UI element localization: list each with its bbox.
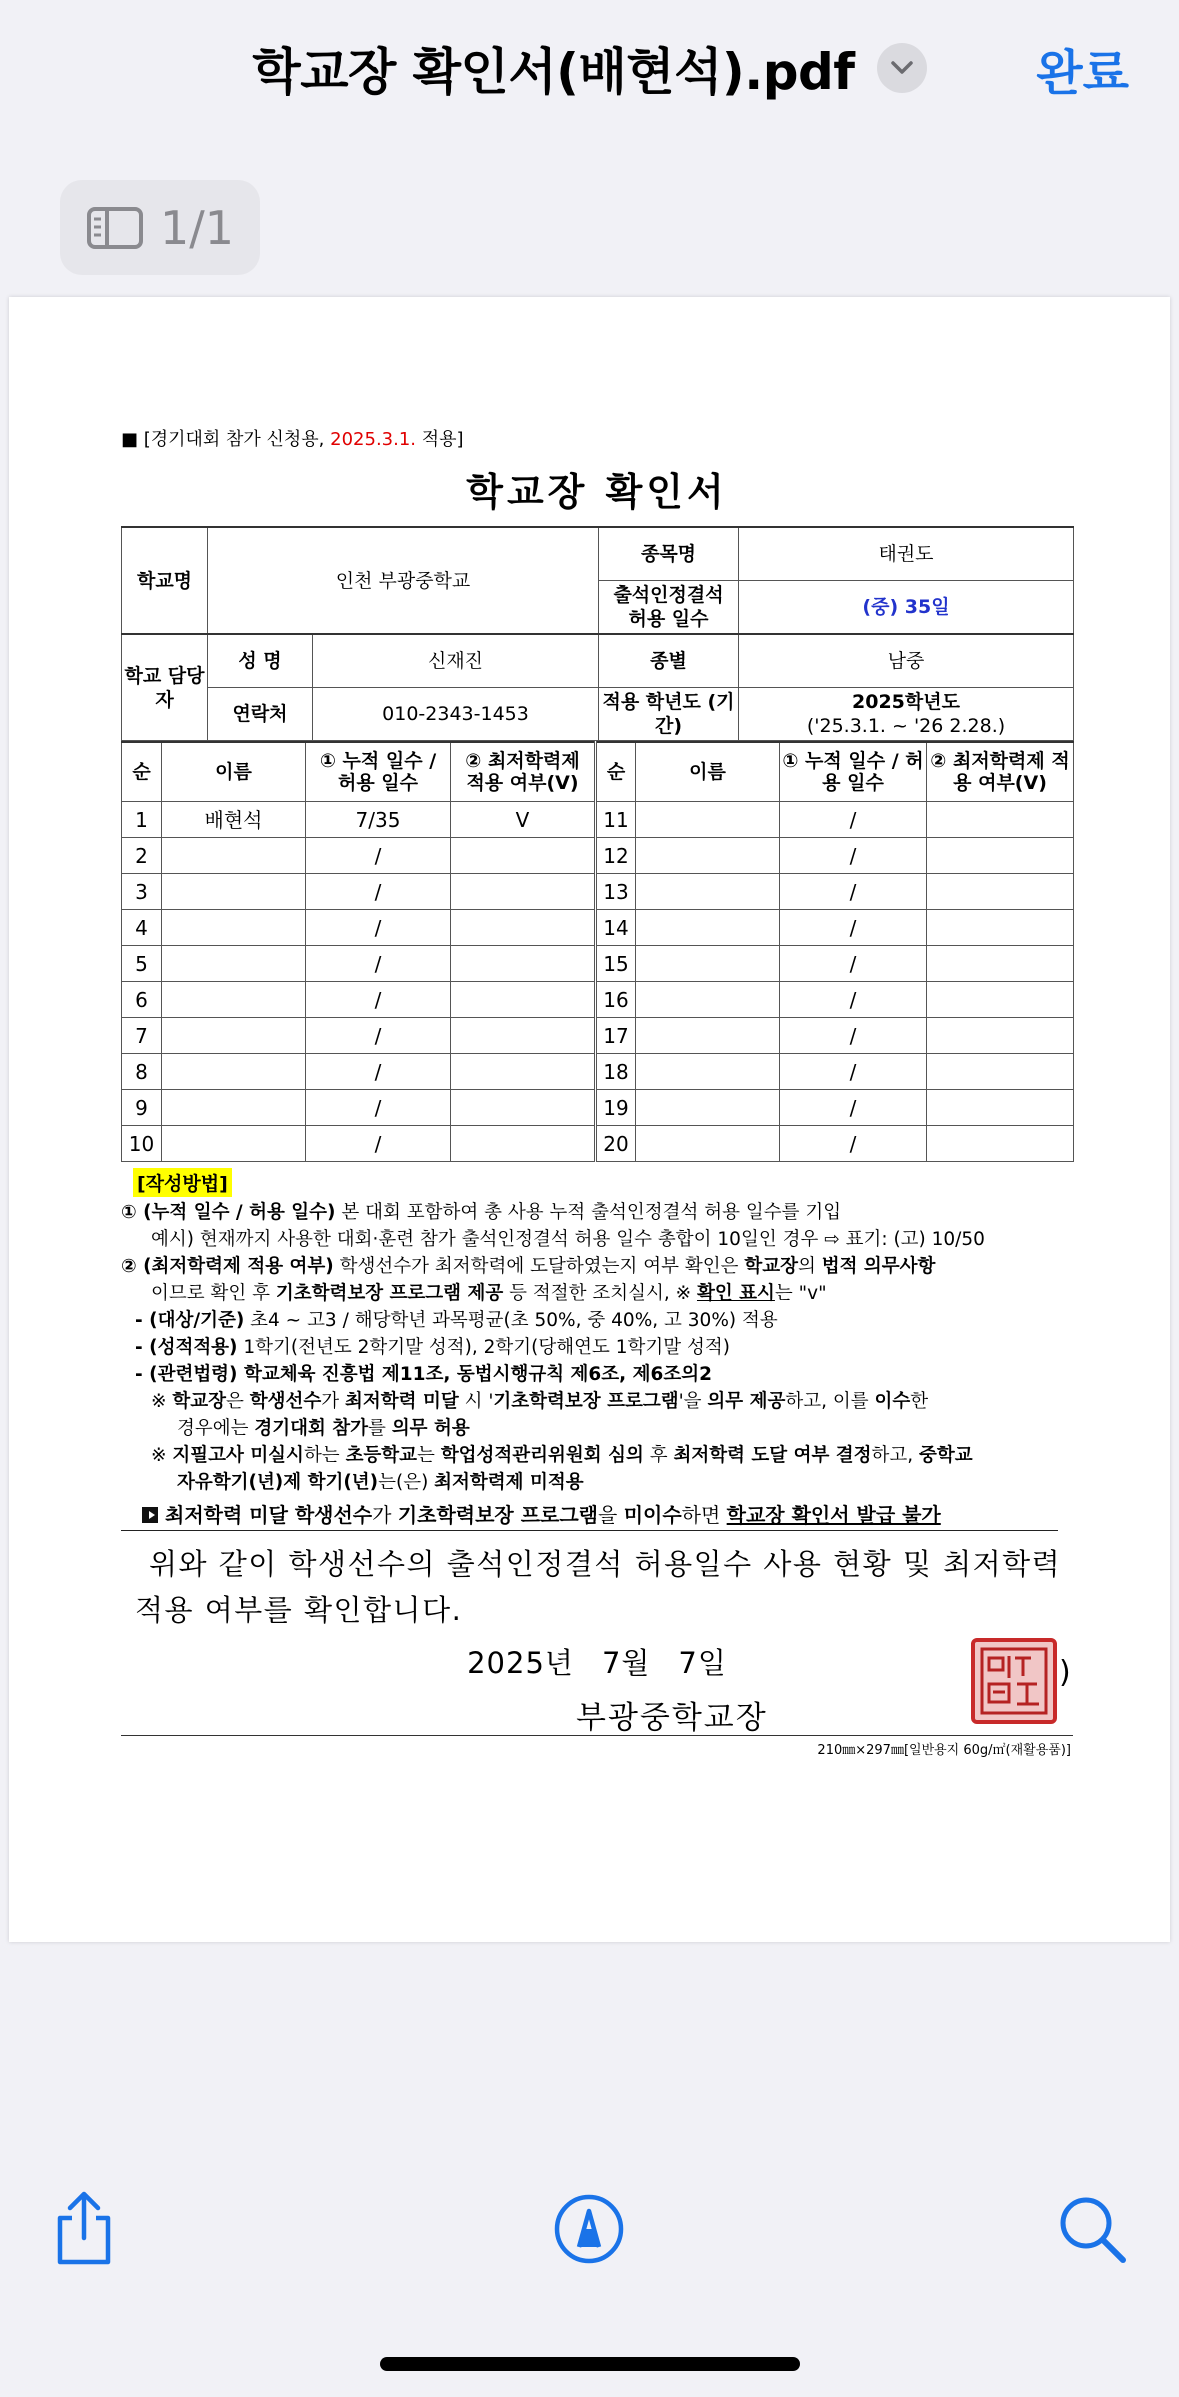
principal-signature-name: 부광중학교장 [576,1700,768,1736]
note-2-h: 최저학력 도달 여부 결정 [673,1445,872,1466]
contact-label: 연락처 [208,688,313,741]
roster-cell-no: 1 [122,802,162,838]
table-row [122,1054,1074,1090]
roster-cell-min [451,946,596,982]
roster-header-days-2: ① 누적 일수 / 허용 일수 [780,742,927,802]
notice-e: 미이수 [623,1503,682,1527]
roster-cell-no: 17 [596,1018,636,1054]
note-1-b: 학교장 [172,1391,227,1412]
writing-method-section [121,1199,1073,1496]
note-1-f: 최저학력 미달 [345,1391,459,1412]
method-1-title: ① (누적 일수 / 허용 일수) [121,1202,336,1223]
roster-cell-days: / [306,874,451,910]
roster-cell-min [451,982,596,1018]
roster-cell-days: / [780,946,927,982]
category-label: 종별 [599,634,739,688]
roster-cell-no: 8 [122,1054,162,1090]
method-item-1-example: 예시) 현재까지 사용한 대회·훈련 참가 출석인정결석 허용 일수 총합이 10일인 경우 ⇨ 표기: (고) 10/50 [151,1229,985,1250]
roster-cell-no: 5 [122,946,162,982]
roster-cell-no: 15 [596,946,636,982]
roster-cell-name [162,946,306,982]
roster-cell-days: / [306,982,451,1018]
roster-cell-days: / [306,946,451,982]
roster-cell-name [636,1054,780,1090]
roster-cell-min [927,838,1074,874]
notice-b: 가 [372,1503,398,1527]
roster-cell-days: / [780,1126,927,1162]
note-2-d: 초등학교 [345,1445,418,1466]
method-2-program: 기초학력보장 프로그램 제공 [275,1283,504,1304]
roster-cell-min [927,1126,1074,1162]
roster-cell-days: / [306,1054,451,1090]
markup-icon [553,2193,625,2265]
bullet-grades-text: 1학기(전년도 2학기말 성적), 2학기(당해연도 1학기말 성적) [237,1337,730,1358]
method-item-2-line2 [121,1280,1073,1307]
roster-cell-no: 18 [596,1054,636,1090]
roster-cell-days: / [780,1054,927,1090]
method-item-1 [121,1199,1073,1226]
roster-cell-name [636,802,780,838]
notice-d: 을 [598,1503,624,1527]
search-icon [1058,2195,1128,2265]
table-row [122,1126,1074,1162]
document-title[interactable]: 학교장 확인서(배현석).pdf [252,43,855,101]
note-1 [121,1388,1073,1415]
roster-cell-no: 2 [122,838,162,874]
roster-cell-min [451,1090,596,1126]
roster-cell-days: / [780,982,927,1018]
school-name-label: 학교명 [122,527,208,634]
note-2-i: 하고, [871,1445,920,1466]
bullet-target-text: 초4 ~ 고3 / 해당학년 과목평균(초 50%, 중 40%, 고 30%) 적용 [244,1310,778,1331]
paper-spec-note: 210㎜×297㎜[일반용지 60g/㎡(재활용품)] [817,1743,1071,1758]
roster-cell-name [636,1018,780,1054]
note-2-line2a: 자유학기(년)제 학기(년) [177,1472,379,1493]
note-1-d: 학생선수 [249,1391,322,1412]
roster-cell-days: / [306,910,451,946]
student-roster-table [121,741,1074,1162]
pdf-page [9,297,1170,1942]
roster-cell-name [636,874,780,910]
school-year-label: 적용 학년도 (기간) [599,688,739,741]
page-count: 1/1 [159,200,235,255]
note-1-c: 은 [226,1391,250,1412]
roster-cell-no: 6 [122,982,162,1018]
roster-cell-min [451,910,596,946]
top-navigation-bar [0,0,1179,140]
table-row [122,946,1074,982]
official-seal [971,1638,1057,1724]
roster-header-row [122,742,1074,802]
method-2-text2: 의 [797,1256,822,1277]
note-2-c: 하는 [303,1445,346,1466]
note-2-line2b: 는(은) [378,1472,435,1493]
roster-cell-name [162,910,306,946]
writing-method-tag: [작성방법] [133,1168,232,1197]
school-info-table [121,526,1074,741]
roster-cell-name [636,838,780,874]
school-staff-label: 학교 담당자 [122,634,208,741]
roster-header-min-2: ② 최저학력제 적용 여부(V) [927,742,1074,802]
table-row [122,802,1074,838]
table-row [122,1090,1074,1126]
method-2-title: ② (최저학력제 적용 여부) [121,1256,334,1277]
confirmation-document [121,425,1073,1758]
notice-f: 하면 [681,1503,727,1527]
note-1-h: 기초학력보장 프로그램 [493,1391,679,1412]
roster-cell-no: 14 [596,910,636,946]
checkbox-bullet-icon [141,1506,159,1524]
page-indicator-button[interactable] [60,180,260,275]
note-1-i: '을 [678,1391,708,1412]
event-value: 태권도 [739,527,1074,581]
seal-icon [979,1646,1049,1716]
note-1-k: 하고, 이를 [785,1391,875,1412]
allowed-days-value: (중) 35일 [739,581,1074,635]
form-header-suffix: 적용] [416,429,464,450]
roster-cell-days: / [306,838,451,874]
allowed-days-label: 출석인정결석 허용 일수 [599,581,739,635]
table-row [122,1018,1074,1054]
method-2-principal: 학교장 [744,1256,798,1277]
note-2-b: 지필고사 미실시 [172,1445,304,1466]
method-item-2 [121,1253,1073,1280]
note-2-mark: ※ [151,1445,173,1466]
issue-date [121,1641,1073,1682]
bullet-grades-title: - (성적적용) [135,1337,238,1358]
roster-header-days: ① 누적 일수 / 허용 일수 [306,742,451,802]
contact-value: 010-2343-1453 [313,688,599,741]
school-year-value: 2025학년도 [852,691,960,713]
roster-header-name: 이름 [162,742,306,802]
category-value: 남중 [739,634,1074,688]
roster-cell-name: 배현석 [162,802,306,838]
note-2-line2c: 최저학력제 미적용 [434,1472,584,1493]
form-header-line [121,425,1073,451]
confirmation-line-2: 적용 여부를 확인합니다. [135,1593,463,1627]
note-1-line2b: 경기대회 참가 [254,1418,369,1439]
notice-line [121,1500,1058,1531]
confirmation-line-1: 위와 같이 학생선수의 출석인정결석 허용일수 사용 현황 및 최저학력 [149,1547,1062,1581]
roster-cell-no: 12 [596,838,636,874]
note-2-line2 [121,1469,1073,1496]
roster-cell-days: / [306,1090,451,1126]
notice-g: 학교장 확인서 발급 불가 [726,1503,941,1527]
note-2 [121,1442,1073,1469]
staff-name-label: 성 명 [208,634,313,688]
bullet-target [121,1307,1073,1334]
roster-cell-name [162,838,306,874]
roster-header-min: ② 최저학력제 적용 여부(V) [451,742,596,802]
table-row [122,874,1074,910]
roster-cell-no: 3 [122,874,162,910]
note-1-line2d: 의무 허용 [391,1418,470,1439]
note-2-j: 중학교 [919,1445,973,1466]
form-header-date: 2025.3.1. [330,429,417,450]
footer-divider [121,1735,1073,1736]
note-1-line2c: 를 [368,1418,392,1439]
roster-cell-no: 11 [596,802,636,838]
roster-cell-days: / [780,838,927,874]
notice-a: 최저학력 미달 학생선수 [165,1503,373,1527]
chevron-down-icon [890,60,914,76]
school-name-value: 인천 부광중학교 [208,527,599,634]
roster-cell-no: 19 [596,1090,636,1126]
title-menu-button[interactable] [877,43,927,93]
share-button[interactable] [52,2190,116,2270]
share-icon [52,2190,116,2266]
roster-cell-no: 20 [596,1126,636,1162]
roster-cell-min [451,1018,596,1054]
roster-cell-name [162,1018,306,1054]
roster-cell-no: 10 [122,1126,162,1162]
roster-cell-no: 4 [122,910,162,946]
roster-cell-min [927,1054,1074,1090]
method-2-mark: 확인 표시 [696,1283,775,1304]
event-label: 종목명 [599,527,739,581]
form-header-prefix: ■ [경기대회 참가 신청용, [121,429,331,450]
title-area [0,32,1179,104]
roster-cell-min: V [451,802,596,838]
bullet-grades [121,1334,1073,1361]
roster-cell-min [451,1126,596,1162]
roster-cell-min [451,1054,596,1090]
search-button[interactable] [1058,2195,1128,2269]
note-2-e: 는 [417,1445,441,1466]
note-1-line2 [121,1415,1073,1442]
roster-cell-name [636,1090,780,1126]
bullet-target-title: - (대상/기준) [135,1310,245,1331]
note-2-f: 학업성적관리위원회 심의 [440,1445,644,1466]
roster-cell-min [927,1090,1074,1126]
roster-cell-name [162,1090,306,1126]
school-year-cell [739,688,1074,741]
table-row [122,982,1074,1018]
method-2-legal: 법적 의무사항 [821,1256,936,1277]
roster-cell-no: 13 [596,874,636,910]
roster-cell-no: 9 [122,1090,162,1126]
signature-paren: ) [1059,1655,1071,1690]
roster-cell-name [162,874,306,910]
roster-cell-min [927,874,1074,910]
roster-cell-days: / [780,1090,927,1126]
done-button[interactable]: 완료 [1036,45,1129,101]
home-indicator[interactable] [380,2357,800,2371]
sidebar-icon [86,206,144,250]
note-1-m: 한 [910,1391,929,1412]
roster-cell-days: / [306,1018,451,1054]
roster-cell-name [636,946,780,982]
roster-cell-name [636,1126,780,1162]
issue-date-year: 2025년 [467,1646,574,1680]
method-1-text: 본 대회 포함하여 총 사용 누적 출석인정결석 허용 일수를 기입 [335,1202,842,1223]
roster-cell-no: 16 [596,982,636,1018]
method-2-line2e: 는 "v" [774,1283,827,1304]
roster-header-no: 순 [122,742,162,802]
roster-cell-min [927,982,1074,1018]
roster-cell-name [162,1126,306,1162]
note-1-line2a: 경우에는 [177,1418,255,1439]
note-1-j: 의무 제공 [707,1391,786,1412]
markup-button[interactable] [553,2193,625,2269]
roster-cell-days: / [780,802,927,838]
roster-cell-days: / [780,874,927,910]
method-2-line2c: 등 적절한 조치실시, ※ [503,1283,697,1304]
roster-cell-name [162,982,306,1018]
table-row [122,838,1074,874]
roster-header-name-2: 이름 [636,742,780,802]
roster-cell-min [451,838,596,874]
note-1-mark: ※ [151,1391,173,1412]
roster-cell-days: / [780,910,927,946]
issue-date-month: 7월 [601,1646,651,1680]
notice-c: 기초학력보장 프로그램 [397,1503,598,1527]
staff-name-value: 신재진 [313,634,599,688]
roster-cell-min [451,874,596,910]
roster-cell-days: 7/35 [306,802,451,838]
roster-header-no-2: 순 [596,742,636,802]
roster-cell-name [636,982,780,1018]
table-row [122,910,1074,946]
note-2-g: 후 [643,1445,674,1466]
note-1-e: 가 [321,1391,346,1412]
roster-cell-name [636,910,780,946]
school-year-period: ('25.3.1. ~ '26 2.28.) [806,715,1006,737]
roster-cell-min [927,1018,1074,1054]
roster-cell-min [927,910,1074,946]
roster-cell-name [162,1054,306,1090]
roster-cell-days: / [306,1126,451,1162]
roster-cell-min [927,946,1074,982]
roster-cell-days: / [780,1018,927,1054]
confirmation-statement [121,1541,1073,1633]
method-2-text: 학생선수가 최저학력에 도달하였는지 여부 확인은 [333,1256,745,1277]
method-2-line2a: 이므로 확인 후 [151,1283,276,1304]
note-1-l: 이수 [874,1391,911,1412]
note-1-g: 시 ' [458,1391,494,1412]
issue-date-day: 7일 [678,1646,727,1680]
bullet-laws: - (관련법령) 학교체육 진흥법 제11조, 동법시행규칙 제6조, 제6조의2 [135,1364,712,1385]
roster-cell-min [927,802,1074,838]
roster-cell-no: 7 [122,1018,162,1054]
document-main-title: 학교장 확인서 [466,470,728,514]
